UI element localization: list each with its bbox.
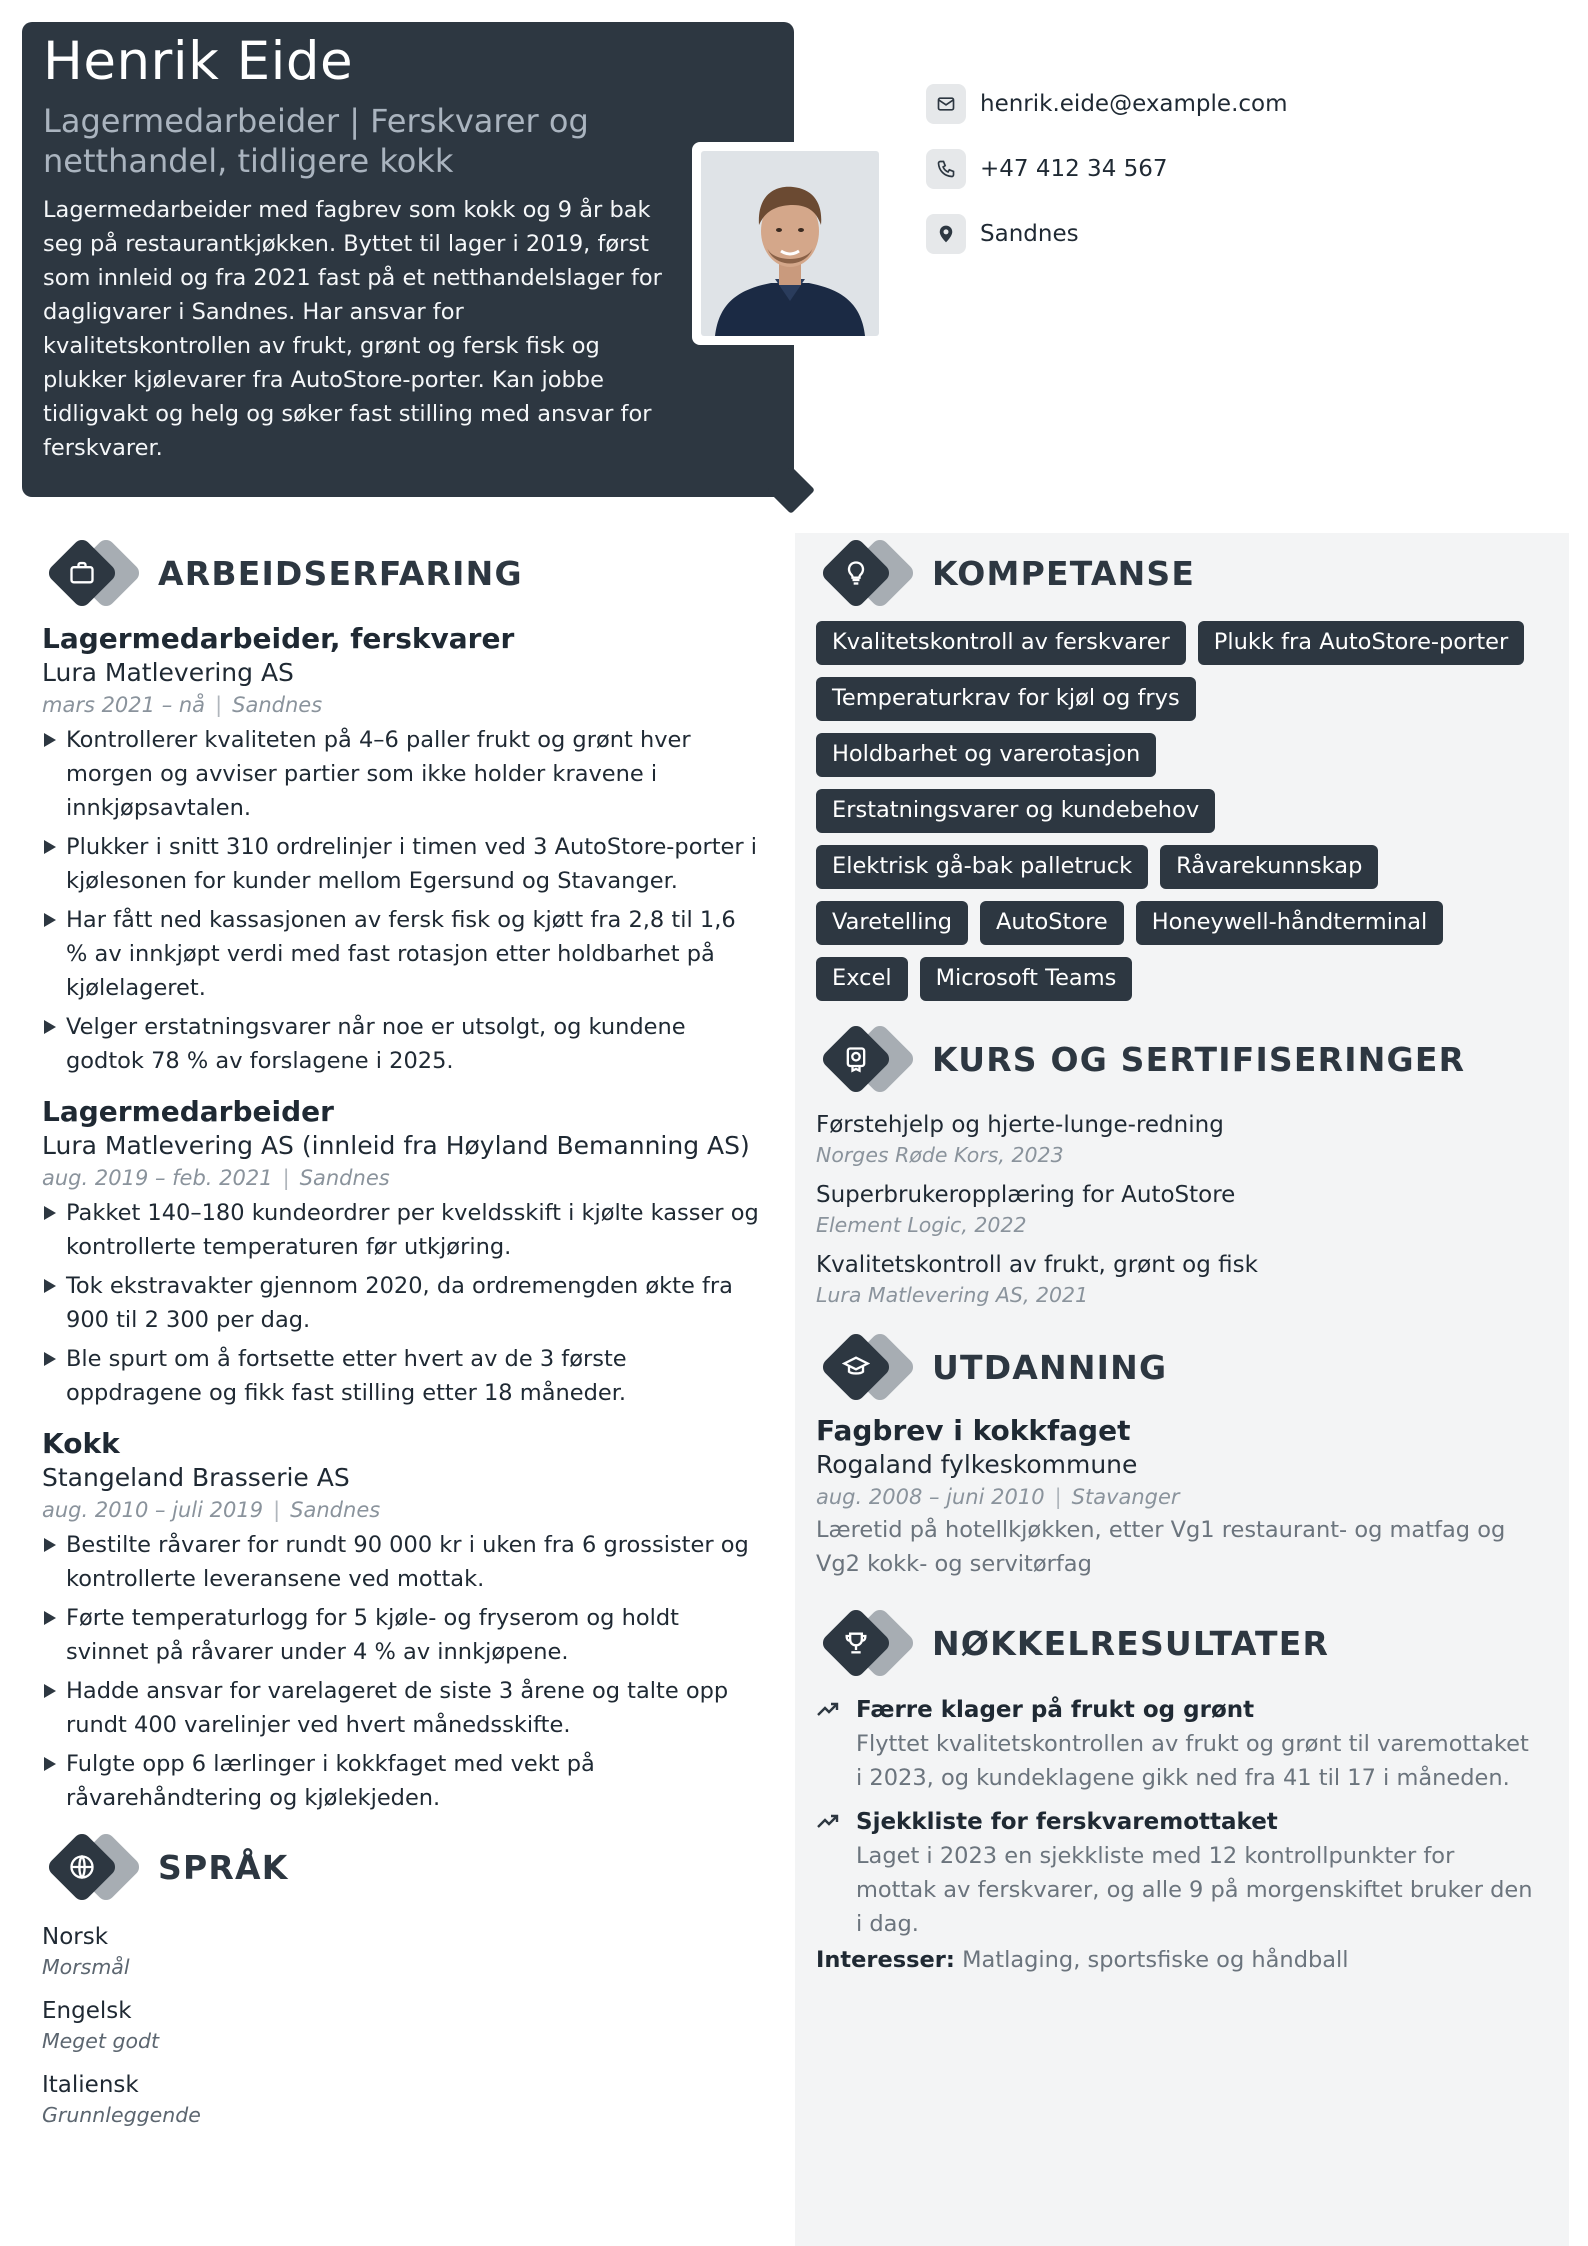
results-section-header [816, 1603, 1556, 1683]
phone-icon [926, 149, 966, 189]
course-item [816, 1109, 1556, 1169]
job-bullets [42, 1528, 762, 1815]
skill-tag: AutoStore [980, 901, 1124, 945]
interests-value: Matlaging, sportsfiske og håndball [962, 1947, 1349, 1973]
skill-tags [816, 621, 1536, 1001]
language-name: Norsk [42, 1924, 109, 1950]
section-title: ARBEIDSERFARING [158, 553, 523, 593]
job-title: Lagermedarbeider [42, 1095, 334, 1128]
skill-tag: Plukk fra AutoStore-porter [1198, 621, 1524, 665]
interests-line [816, 1943, 1556, 1977]
language-item [42, 1995, 762, 2055]
language-level: Morsmål [42, 1955, 130, 1979]
job-bullet: Hadde ansvar for varelageret de siste 3 årene og talte opp rundt 400 varelinjer ved hvert månedsskifte. [42, 1674, 762, 1742]
language-item [42, 1921, 762, 1981]
job-bullets [42, 1196, 762, 1410]
trophy-icon [842, 1629, 870, 1657]
candidate-name: Henrik Eide [43, 31, 354, 92]
job-entry [42, 621, 762, 1078]
job-place: Sandnes [299, 1166, 390, 1190]
education-meta: aug. 2008 – juni 2010 | Stavanger [816, 1485, 1180, 1509]
skill-tag: Råvarekunnskap [1160, 845, 1378, 889]
profile-photo-frame [692, 142, 888, 345]
education-section-header [816, 1327, 1556, 1407]
education-period: aug. 2008 – juni 2010 [816, 1485, 1045, 1509]
lightbulb-icon [842, 559, 870, 587]
section-title: KURS OG SERTIFISERINGER [932, 1039, 1466, 1079]
section-title: SPRÅK [158, 1847, 289, 1887]
section-icon-badge [816, 533, 922, 613]
skill-tag: Temperaturkrav for kjøl og frys [816, 677, 1196, 721]
skill-tag: Honeywell-håndterminal [1136, 901, 1444, 945]
section-icon-badge [816, 1019, 922, 1099]
phone-text[interactable]: +47 412 34 567 [980, 156, 1168, 182]
job-bullet: Ble spurt om å fortsette etter hvert av de 3 første oppdragene og fikk fast stilling etter 18 måneder. [42, 1342, 762, 1410]
education-institution: Rogaland fylkeskommune [816, 1450, 1138, 1479]
job-bullet: Kontrollerer kvaliteten på 4–6 paller frukt og grønt hver morgen og avviser partier som ikke holder kravene i innkjøpsavtalen. [42, 723, 762, 825]
job-period: aug. 2010 – juli 2019 [42, 1498, 264, 1522]
course-name: Førstehjelp og hjerte-lunge-redning [816, 1112, 1224, 1138]
section-title: KOMPETANSE [932, 553, 1196, 593]
course-issuer: Element Logic, 2022 [816, 1213, 1027, 1237]
job-company: Stangeland Brasserie AS [42, 1463, 350, 1492]
mail-icon [926, 84, 966, 124]
job-entry [42, 1426, 762, 1815]
section-title: NØKKELRESULTATER [932, 1623, 1330, 1663]
profile-photo [701, 151, 879, 336]
job-meta: aug. 2010 – juli 2019 | Sandnes [42, 1498, 381, 1522]
section-icon-badge [42, 1827, 148, 1907]
section-icon-badge [816, 1603, 922, 1683]
skill-tag: Microsoft Teams [920, 957, 1133, 1001]
job-meta: aug. 2019 – feb. 2021 | Sandnes [42, 1166, 390, 1190]
header-card [22, 22, 794, 497]
award-badge-icon [842, 1045, 870, 1073]
skill-tag: Varetelling [816, 901, 968, 945]
job-bullet: Pakket 140–180 kundeordrer per kveldsskift i kjølte kasser og kontrollerte temperaturen før utkjøring. [42, 1196, 762, 1264]
skill-tag: Kvalitetskontroll av ferskvarer [816, 621, 1186, 665]
job-company: Lura Matlevering AS (innleid fra Høyland Bemanning AS) [42, 1131, 750, 1160]
courses-section-header [816, 1019, 1556, 1099]
right-column [816, 533, 1556, 1977]
skill-tag: Excel [816, 957, 908, 1001]
job-place: Sandnes [290, 1498, 381, 1522]
location-pin-icon [926, 214, 966, 254]
education-description: Læretid på hotellkjøkken, etter Vg1 restaurant- og matfag og Vg2 kokk- og servitørfag [816, 1517, 1506, 1577]
graduation-cap-icon [842, 1353, 870, 1381]
job-period: mars 2021 – nå [42, 693, 206, 717]
experience-section-header [42, 533, 762, 613]
job-company: Lura Matlevering AS [42, 658, 294, 687]
location-text: Sandnes [980, 221, 1079, 247]
language-name: Italiensk [42, 2072, 139, 2098]
job-bullets [42, 723, 762, 1078]
education-place: Stavanger [1071, 1485, 1180, 1509]
job-period: aug. 2019 – feb. 2021 [42, 1166, 273, 1190]
education-entry [816, 1413, 1556, 1581]
course-item [816, 1179, 1556, 1239]
job-bullet: Førte temperaturlogg for 5 kjøle- og fryserom og holdt svinnet på råvarer under 4 % av innkjøpene. [42, 1601, 762, 1669]
result-title: Sjekkliste for ferskvaremottaket [856, 1809, 1278, 1835]
course-issuer: Norges Røde Kors, 2023 [816, 1143, 1064, 1167]
course-name: Kvalitetskontroll av frukt, grønt og fisk [816, 1252, 1258, 1278]
job-meta: mars 2021 – nå | Sandnes [42, 693, 323, 717]
trending-up-icon [816, 1693, 856, 1795]
job-bullet: Tok ekstravakter gjennom 2020, da ordremengden økte fra 900 til 2 300 per dag. [42, 1269, 762, 1337]
course-item [816, 1249, 1556, 1309]
interests-label: Interesser: [816, 1947, 955, 1973]
result-description: Flyttet kvalitetskontrollen av frukt og grønt til varemottaket i 2023, og kundeklagene gikk ned fra 41 til 17 i måneden. [856, 1731, 1529, 1791]
job-bullet: Har fått ned kassasjonen av fersk fisk og kjøtt fra 2,8 til 1,6 % av innkjøpt verdi med fast rotasjon etter holdbarhet på kjølelageret. [42, 903, 762, 1005]
course-issuer: Lura Matlevering AS, 2021 [816, 1283, 1089, 1307]
result-description: Laget i 2023 en sjekkliste med 12 kontrollpunkter for mottak av ferskvarer, og alle 9 på morgenskiftet bruker den i dag. [856, 1843, 1533, 1937]
language-level: Meget godt [42, 2029, 160, 2053]
job-bullet: Fulgte opp 6 lærlinger i kokkfaget med vekt på råvarehåndtering og kjølekjeden. [42, 1747, 762, 1815]
skills-section-header [816, 533, 1556, 613]
contact-location [926, 214, 1288, 254]
contact-phone[interactable] [926, 149, 1288, 189]
job-entry [42, 1094, 762, 1410]
trending-up-icon [816, 1805, 856, 1941]
job-bullet: Bestilte råvarer for rundt 90 000 kr i uken fra 6 grossister og kontrollerte leveransene ved mottak. [42, 1528, 762, 1596]
job-title: Kokk [42, 1427, 120, 1460]
left-column [42, 533, 762, 2129]
contact-list [926, 84, 1288, 279]
job-place: Sandnes [232, 693, 323, 717]
language-item [42, 2069, 762, 2129]
job-bullet: Velger erstatningsvarer når noe er utsolgt, og kundene godtok 78 % av forslagene i 2025. [42, 1010, 762, 1078]
job-title: Lagermedarbeider, ferskvarer [42, 622, 515, 655]
section-icon-badge [42, 533, 148, 613]
language-level: Grunnleggende [42, 2103, 201, 2127]
skill-tag: Elektrisk gå-bak palletruck [816, 845, 1148, 889]
skill-tag: Erstatningsvarer og kundebehov [816, 789, 1215, 833]
result-title: Færre klager på frukt og grønt [856, 1697, 1255, 1723]
globe-icon [68, 1853, 96, 1881]
job-bullet: Plukker i snitt 310 ordrelinjer i timen ved 3 AutoStore-porter i kjølesonen for kunder mellom Egersund og Stavanger. [42, 830, 762, 898]
headline: Lagermedarbeider | Ferskvarer og netthandel, tidligere kokk [43, 102, 589, 181]
skill-tag: Holdbarhet og varerotasjon [816, 733, 1156, 777]
section-icon-badge [816, 1327, 922, 1407]
education-title: Fagbrev i kokkfaget [816, 1414, 1131, 1447]
email-text[interactable]: henrik.eide@example.com [980, 91, 1288, 117]
briefcase-icon [68, 559, 96, 587]
result-item [816, 1805, 1556, 1941]
course-name: Superbrukeropplæring for AutoStore [816, 1182, 1236, 1208]
profile-summary: Lagermedarbeider med fagbrev som kokk og 9 år bak seg på restaurantkjøkken. Byttet til lager i 2019, først som innleid og fra 2021 fast på et netthandelslager for dagligvarer i Sandnes. Har ansvar for kvalitetskontrollen av frukt, grønt og fersk fisk og plukker kjølevarer fra AutoStore-porter. Kan jobbe tidligvakt og helg og søker fast stilling med ansvar for ferskvarer. [43, 197, 662, 462]
section-title: UTDANNING [932, 1347, 1168, 1387]
languages-section-header [42, 1827, 762, 1907]
result-item [816, 1693, 1556, 1795]
language-name: Engelsk [42, 1998, 132, 2024]
contact-email[interactable] [926, 84, 1288, 124]
